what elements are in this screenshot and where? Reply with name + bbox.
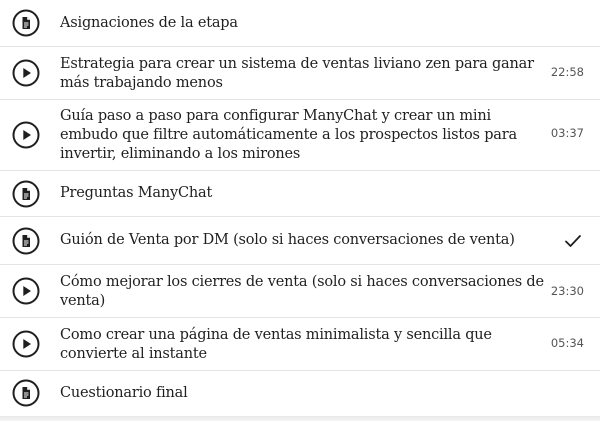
lesson-title: Cómo mejorar los cierres de venta (solo si haces conversaciones de venta): [60, 274, 544, 309]
lesson-title: Cuestionario final: [60, 385, 188, 401]
lesson-item-7[interactable]: [0, 371, 600, 416]
document-icon: [12, 9, 40, 37]
lesson-title: Guión de Venta por DM (solo si haces conversaciones de venta): [60, 232, 515, 248]
play-icon: [12, 121, 40, 149]
lesson-title: Como crear una página de ventas minimalista y sencilla que convierte al instante: [60, 327, 492, 362]
play-icon: [12, 330, 40, 358]
lesson-duration: 05:34: [550, 336, 584, 350]
play-icon: [12, 277, 40, 305]
lesson-title: Asignaciones de la etapa: [60, 15, 238, 31]
document-icon: [12, 379, 40, 407]
checkmark-icon: [564, 232, 582, 250]
document-icon: [12, 227, 40, 255]
lesson-title: Guía paso a paso para configurar ManyChat y crear un mini embudo que filtre automáticamente a los prospectos listos para invertir, eliminando a los mirones: [60, 108, 517, 162]
lesson-item-6[interactable]: [0, 318, 600, 371]
lesson-item-4[interactable]: [0, 217, 600, 265]
lesson-title: Estrategia para crear un sistema de ventas liviano zen para ganar más trabajando menos: [60, 56, 534, 91]
list-bottom-edge: [0, 416, 600, 421]
lesson-item-2[interactable]: [0, 100, 600, 171]
lesson-duration: 22:58: [550, 65, 584, 79]
play-icon: [12, 59, 40, 87]
lesson-duration: 23:30: [550, 284, 584, 298]
lesson-duration: 03:37: [550, 126, 584, 140]
lesson-item-3[interactable]: [0, 171, 600, 217]
lesson-title: Preguntas ManyChat: [60, 185, 213, 201]
lesson-item-5[interactable]: [0, 265, 600, 318]
document-icon: [12, 180, 40, 208]
lesson-item-0[interactable]: [0, 0, 600, 47]
lesson-item-1[interactable]: [0, 47, 600, 100]
